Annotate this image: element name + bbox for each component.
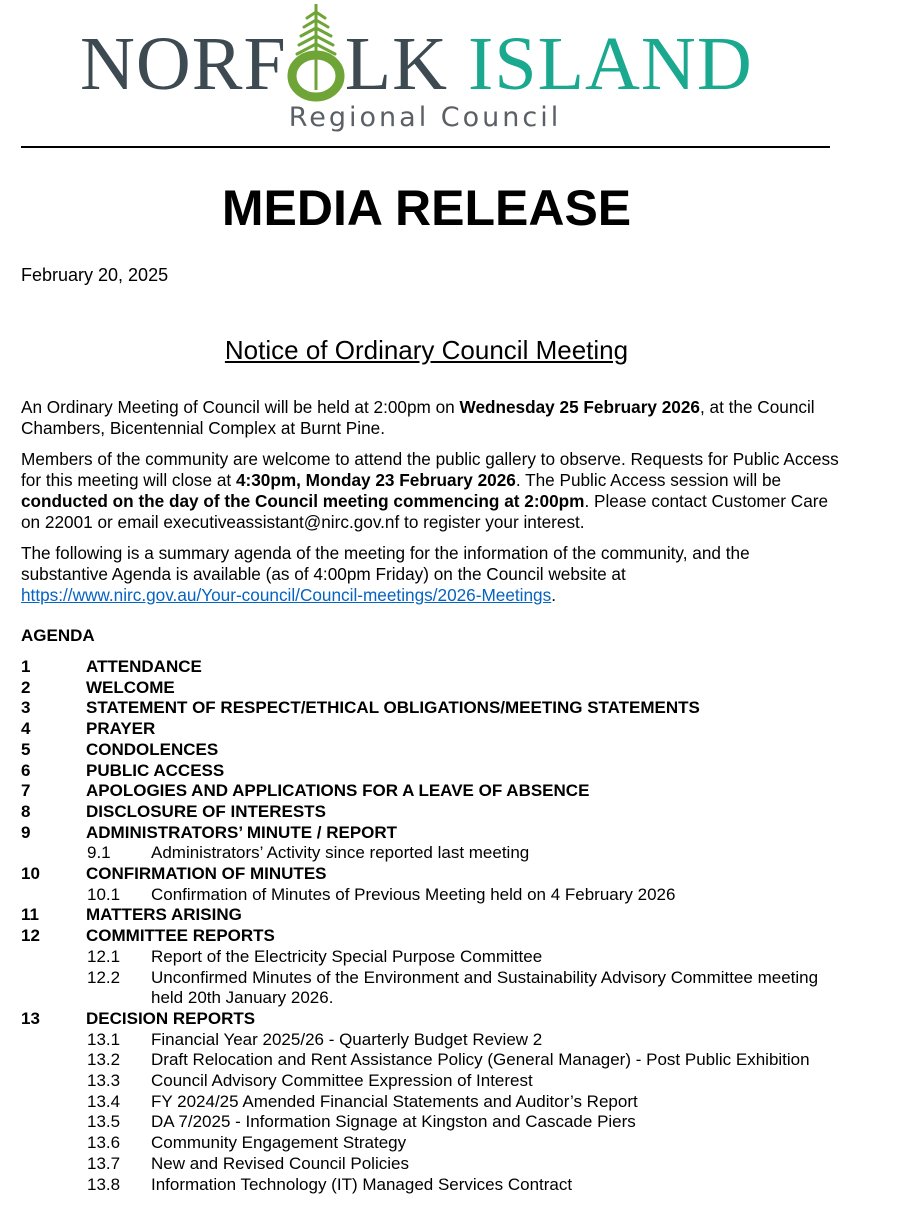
agenda-item-label: FY 2024/25 Amended Financial Statements and Auditor’s Report: [151, 1091, 638, 1111]
agenda-subitem: [21, 1050, 841, 1071]
agenda-item-label: DA 7/2025 - Information Signage at Kingston and Cascade Piers: [151, 1112, 636, 1132]
agenda-item-number: 13.1: [87, 1029, 121, 1049]
text: , at the Council Chambers, Bicentennial Complex at Burnt Pine.: [21, 397, 815, 438]
logo-name-part3: ISLAND: [468, 22, 753, 106]
agenda-item-label: COMMITTEE REPORTS: [86, 926, 275, 946]
agenda-item-label: CONDOLENCES: [86, 739, 219, 759]
agenda-item: [21, 657, 841, 678]
council-logo: [0, 0, 900, 140]
agenda-item: [21, 905, 841, 926]
agenda-subitem: [21, 885, 841, 906]
agenda-item-label: PRAYER: [86, 719, 156, 739]
agenda-item-number: 12: [21, 926, 40, 946]
agenda-item: [21, 678, 841, 699]
agenda-subitem: [21, 947, 841, 968]
agenda-item-label: Report of the Electricity Special Purpose Committee: [151, 946, 543, 966]
logo-subtitle: Regional Council: [288, 102, 562, 133]
agenda-item-label: Confirmation of Minutes of Previous Meeting held on 4 February 2026: [151, 884, 676, 904]
agenda-item-number: 9.1: [87, 843, 111, 863]
agenda-item: [21, 823, 841, 844]
agenda-item-number: 13.7: [87, 1153, 121, 1173]
agenda-item-label: Financial Year 2025/26 - Quarterly Budget Review 2: [151, 1029, 543, 1049]
text: An Ordinary Meeting of Council will be held at 2:00pm on: [21, 397, 460, 417]
agenda-list: [21, 657, 841, 1195]
agenda-item-number: 13.8: [87, 1174, 121, 1194]
notice-title: Notice of Ordinary Council Meeting: [224, 335, 629, 365]
public-access-paragraph: [21, 449, 841, 533]
agenda-item-number: 1: [21, 657, 31, 676]
agenda-summary-paragraph: [21, 543, 841, 606]
text: Members of the community are welcome to attend the public gallery to observe. Requests for Public Access for this meeting will close at: [21, 449, 839, 490]
agenda-item: [21, 781, 841, 802]
agenda-item-label: MATTERS ARISING: [86, 905, 242, 925]
agenda-item: [21, 1009, 841, 1030]
agenda-item-number: 2: [21, 677, 31, 697]
meeting-date: Wednesday 25 February 2026: [459, 397, 700, 417]
logo-name-part2: LK: [344, 22, 449, 106]
logo-name-part1: NORF: [80, 22, 287, 106]
agenda-item-label: APOLOGIES AND APPLICATIONS FOR A LEAVE OF ABSENCE: [86, 781, 590, 801]
agenda-item-number: 13.5: [87, 1112, 121, 1132]
access-deadline: 4:30pm, Monday 23 February 2026: [235, 470, 516, 490]
agenda-subitem: [21, 1175, 841, 1196]
agenda-item: [21, 698, 841, 719]
page-title: MEDIA RELEASE: [221, 180, 632, 236]
agenda-item-label: Unconfirmed Minutes of the Environment and Sustainability Advisory Committee meeting held 20th January 2026.: [151, 967, 819, 1008]
agenda-subitem: [21, 968, 841, 1009]
agenda-item-number: 10: [21, 864, 40, 884]
agenda-item-number: 9: [21, 822, 31, 842]
agenda-item: [21, 802, 841, 823]
agenda-item-label: Council Advisory Committee Expression of Interest: [151, 1071, 533, 1091]
agenda-subitem: [21, 1154, 841, 1175]
agenda-item-number: 4: [21, 719, 31, 739]
text: .: [551, 585, 556, 605]
agenda-item-label: STATEMENT OF RESPECT/ETHICAL OBLIGATIONS/MEETING STATEMENTS: [86, 698, 700, 718]
text: The following is a summary agenda of the meeting for the information of the community, and the substantive Agenda is available (as of 4:00pm Friday) on the Council website at: [21, 543, 750, 584]
agenda-item-number: 13: [21, 1008, 40, 1028]
agenda-item-number: 10.1: [87, 884, 121, 904]
header-divider: [21, 146, 830, 148]
agenda-item-number: 13.4: [87, 1091, 121, 1111]
agenda-heading: AGENDA: [21, 626, 95, 645]
agenda-item-number: 3: [21, 698, 31, 718]
council-meetings-link[interactable]: https://www.nirc.gov.au/Your-council/Council-meetings/2026-Meetings: [21, 585, 552, 605]
agenda-item: [21, 740, 841, 761]
agenda-item: [21, 864, 841, 885]
agenda-item-number: 7: [21, 781, 31, 801]
pine-tree-icon: [287, 26, 345, 102]
agenda-item-number: 6: [21, 760, 31, 780]
agenda-item-label: ADMINISTRATORS’ MINUTE / REPORT: [86, 822, 398, 842]
agenda-subitem: [21, 1133, 841, 1154]
agenda-item-label: Draft Relocation and Rent Assistance Policy (General Manager) - Post Public Exhibition: [151, 1050, 810, 1070]
agenda-item-label: Administrators’ Activity since reported last meeting: [151, 843, 530, 863]
meeting-paragraph: [21, 397, 841, 439]
access-session-time: conducted on the day of the Council meeting commencing at 2:00pm: [21, 491, 585, 511]
release-date: February 20, 2025: [21, 265, 169, 285]
agenda-subitem: [21, 843, 841, 864]
agenda-item-number: 11: [21, 905, 39, 925]
agenda-subitem: [21, 1092, 841, 1113]
agenda-item-label: CONFIRMATION OF MINUTES: [86, 864, 327, 884]
agenda-item-label: PUBLIC ACCESS: [86, 760, 225, 780]
agenda-item-number: 8: [21, 801, 31, 821]
agenda-subitem: [21, 1030, 841, 1051]
logo-wordmark: [80, 22, 840, 106]
agenda-item: [21, 719, 841, 740]
agenda-subitem: [21, 1071, 841, 1092]
text: . The Public Access session will be: [515, 470, 782, 490]
agenda-item-label: WELCOME: [86, 677, 175, 697]
agenda-item-label: Information Technology (IT) Managed Services Contract: [151, 1174, 573, 1194]
text: . Please contact Customer Care on 22001 or email executiveassistant@nirc.gov.nf to register your interest.: [21, 491, 829, 532]
agenda-item-number: 13.2: [87, 1050, 121, 1070]
agenda-item-number: 13.6: [87, 1133, 121, 1153]
agenda-item-label: New and Revised Council Policies: [151, 1153, 409, 1173]
agenda-item-number: 12.1: [87, 946, 121, 966]
agenda-subitem: [21, 1112, 841, 1133]
agenda-item-label: Community Engagement Strategy: [151, 1133, 407, 1153]
agenda-item-label: DISCLOSURE OF INTERESTS: [86, 801, 326, 821]
agenda-item-number: 13.3: [87, 1071, 121, 1091]
agenda-item: [21, 926, 841, 947]
agenda-item-number: 5: [21, 739, 31, 759]
agenda-item-number: 12.2: [87, 967, 121, 987]
agenda-item: [21, 761, 841, 782]
agenda-item-label: ATTENDANCE: [86, 657, 202, 676]
agenda-item-label: DECISION REPORTS: [86, 1008, 256, 1028]
